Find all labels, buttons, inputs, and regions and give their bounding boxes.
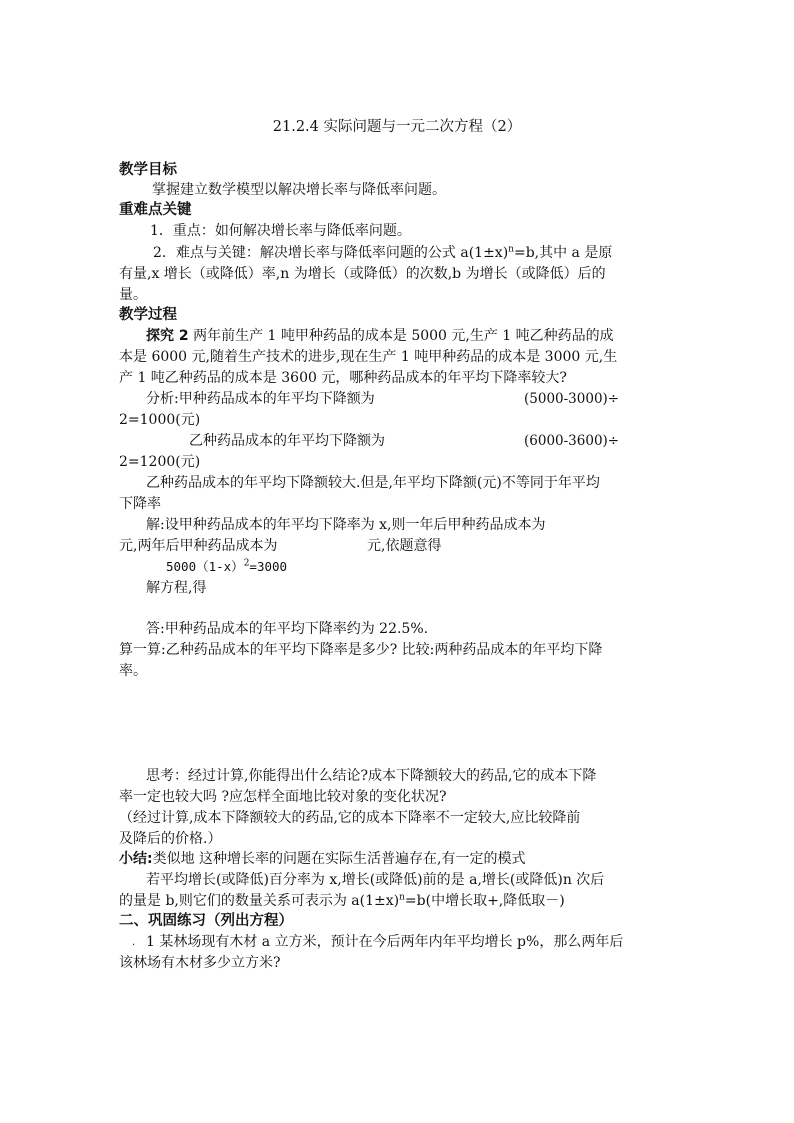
analysis-a-expression: (5000-3000)÷	[524, 391, 620, 407]
key-point-2-line2: 有量,x 增长（或降低）率,n 为增长（或降低）的次数,b 为增长（或降低）后的	[119, 266, 606, 282]
summary-line	[119, 850, 526, 868]
equation-a: 5000（1-x）	[166, 559, 244, 574]
goal-heading: 教学目标	[119, 162, 177, 178]
practice-heading: 二、巩固练习（列出方程）	[119, 913, 293, 929]
solve-line-2a: 元,两年后甲种药品成本为	[119, 538, 278, 554]
equation-b: =3000	[249, 559, 288, 574]
key-point-2	[153, 244, 612, 262]
answer-line: 答:甲种药品成本的年平均下降率约为 22.5%.	[146, 621, 429, 637]
page-title: 21.2.4 实际问题与一元二次方程（2）	[272, 119, 522, 135]
equation-sup: 2	[243, 558, 250, 569]
equation	[166, 558, 287, 576]
rule-line-2-b: =b(中增长取+,降低取－)	[404, 893, 565, 909]
key-point-1: 1．重点：如何解决增长率与降低率问题。	[150, 223, 411, 239]
summary-label: 小结:	[119, 851, 153, 867]
practice-1-line-1: 1 某林场现有木材 a 立方米，预计在今后两年内年平均增长 p%，那么两年后	[146, 934, 624, 950]
practice-1-line-2: 该林场有木材多少立方米?	[119, 955, 281, 971]
analysis-b-result: 2=1200(元)	[119, 454, 201, 470]
explore-line-2: 本是 6000 元,随着生产技术的进步,现在生产 1 吨甲种药品的成本是 3000 元,生	[119, 349, 618, 365]
explore-label: 探究 2	[146, 328, 189, 344]
goal-text: 掌握建立数学模型以解决增长率与降低率问题。	[152, 182, 446, 198]
rule-line-2-a: 的量是 b,则它们的数量关系可表示为 a(1±x)	[119, 893, 400, 909]
solve-equation: 解方程,得	[146, 580, 207, 596]
paren-line-1: （经过计算,成本下降额较大的药品,它的成本下降率不一定较大,应比较降前	[119, 810, 581, 826]
calc-line-2: 率。	[119, 663, 147, 679]
summary-text: 类似地 这种增长率的问题在实际生活普遍存在,有一定的模式	[152, 851, 526, 867]
explore-text-1: 两年前生产 1 吨甲种药品的成本是 5000 元,生产 1 吨乙种药品的成	[188, 328, 614, 344]
solve-line-2b: 元,依题意得	[367, 538, 442, 554]
key-point-2-text-a: 2．难点与关键：解决增长率与降低率问题的公式 a(1±x)	[153, 245, 509, 261]
analysis-b-label: 乙种药品成本的年平均下降额为	[189, 433, 385, 449]
paren-line-2: 及降后的价格.）	[119, 831, 222, 847]
solve-line-1: 解:设甲种药品成本的年平均下降率为 x,则一年后甲种药品成本为	[146, 517, 546, 533]
key-point-2-text-b: =b,其中 a 是原	[513, 245, 613, 261]
process-heading: 教学过程	[119, 307, 177, 323]
compare-line-1: 乙种药品成本的年平均下降额较大.但是,年平均下降额(元)不等同于年平均	[146, 475, 600, 491]
key-heading: 重难点关键	[119, 202, 192, 218]
analysis-a-result: 2=1000(元)	[119, 412, 201, 428]
calc-line-1: 算一算:乙种药品成本的年平均下降率是多少? 比较:两种药品成本的年平均下降	[119, 642, 603, 658]
think-line-1: 思考：经过计算,你能得出什么结论?成本下降额较大的药品,它的成本下降	[146, 768, 597, 784]
rule-line-1: 若平均增长(或降低)百分率为 x,增长(或降低)前的是 a,增长(或降低)n 次后	[146, 872, 605, 888]
analysis-a-label: 分析:甲种药品成本的年平均下降额为	[146, 391, 375, 407]
think-line-2: 率一定也较大吗 ?应怎样全面地比较对象的变化状况?	[119, 789, 447, 805]
rule-line-2-sup: n	[399, 892, 405, 903]
explore-line-3: 产 1 吨乙种药品的成本是 3600 元，哪种药品成本的年平均下降率较大?	[119, 370, 567, 386]
explore-line-1	[146, 327, 614, 345]
compare-line-2: 下降率	[119, 496, 161, 512]
rule-line-2	[119, 892, 565, 910]
bullet-dot: .	[132, 937, 136, 948]
analysis-b-expression: (6000-3600)÷	[524, 433, 620, 449]
key-point-2-line3: 量。	[119, 287, 147, 303]
key-point-2-sup: n	[508, 244, 514, 255]
